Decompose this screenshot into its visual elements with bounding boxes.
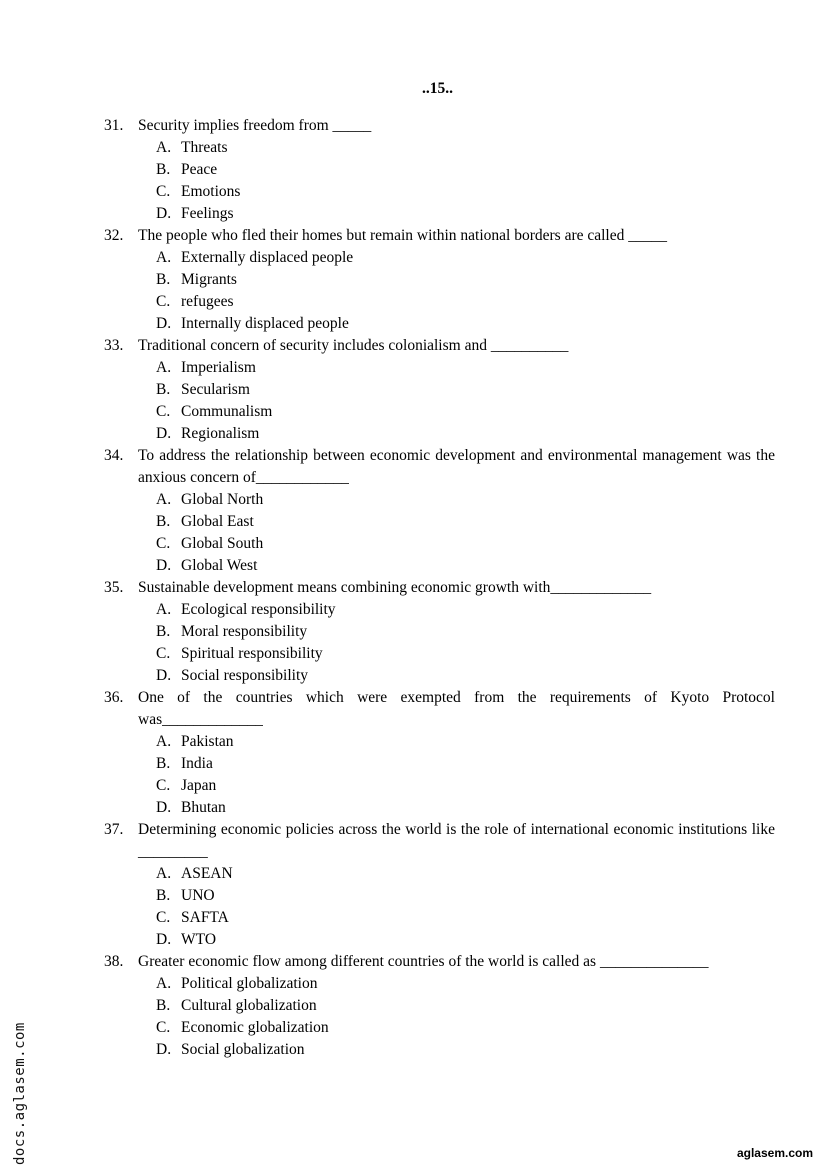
- answer-option: [104, 423, 775, 445]
- option-label: D.: [156, 931, 172, 948]
- option-text: Moral responsibility: [181, 623, 308, 640]
- option-text: Regionalism: [181, 425, 260, 442]
- option-label: A.: [156, 865, 172, 882]
- option-label: C.: [156, 909, 171, 926]
- question-row: [104, 687, 775, 731]
- question-number: 37.: [104, 821, 124, 838]
- question-text: Security implies freedom from _____: [138, 117, 372, 134]
- option-text: Ecological responsibility: [181, 601, 336, 618]
- question-block: [104, 951, 775, 1061]
- option-text: Threats: [181, 139, 228, 156]
- question-text: One of the countries which were exempted from the requirements of Kyoto Protocol was_____________: [138, 689, 775, 728]
- question-number: 35.: [104, 579, 124, 596]
- option-text: Cultural globalization: [181, 997, 317, 1014]
- option-label: B.: [156, 381, 171, 398]
- option-text: Spiritual responsibility: [181, 645, 323, 662]
- option-label: A.: [156, 733, 172, 750]
- question-text: Traditional concern of security includes colonialism and __________: [138, 337, 569, 354]
- question-number: 31.: [104, 117, 124, 134]
- option-text: refugees: [181, 293, 234, 310]
- page-number: ..15..: [422, 80, 453, 97]
- option-label: D.: [156, 425, 172, 442]
- option-text: WTO: [181, 931, 217, 948]
- answer-option: [104, 1039, 775, 1061]
- option-text: Internally displaced people: [181, 315, 349, 332]
- option-text: Externally displaced people: [181, 249, 354, 266]
- option-label: A.: [156, 601, 172, 618]
- option-text: Pakistan: [181, 733, 234, 750]
- question-row: [104, 819, 775, 863]
- answer-option: [104, 533, 775, 555]
- question-row: [104, 115, 775, 137]
- answer-option: [104, 511, 775, 533]
- question-block: [104, 577, 775, 687]
- option-label: B.: [156, 887, 171, 904]
- option-label: A.: [156, 249, 172, 266]
- answer-option: [104, 1017, 775, 1039]
- answer-option: [104, 797, 775, 819]
- option-text: Peace: [181, 161, 218, 178]
- option-text: Emotions: [181, 183, 241, 200]
- question-block: [104, 819, 775, 951]
- answer-option: [104, 863, 775, 885]
- option-label: D.: [156, 1041, 172, 1058]
- answer-option: [104, 907, 775, 929]
- question-text: Determining economic policies across the world is the role of international economic institutions like _________: [138, 821, 775, 860]
- option-text: Global East: [181, 513, 254, 530]
- option-label: B.: [156, 997, 171, 1014]
- question-row: [104, 951, 775, 973]
- option-label: B.: [156, 755, 171, 772]
- question-row: [104, 335, 775, 357]
- option-text: Global North: [181, 491, 264, 508]
- option-label: C.: [156, 645, 171, 662]
- option-text: Migrants: [181, 271, 237, 288]
- answer-option: [104, 313, 775, 335]
- answer-option: [104, 665, 775, 687]
- option-label: C.: [156, 183, 171, 200]
- question-text: The people who fled their homes but remain within national borders are called _____: [138, 227, 667, 244]
- question-number: 36.: [104, 689, 124, 706]
- question-block: [104, 687, 775, 819]
- answer-option: [104, 885, 775, 907]
- option-label: B.: [156, 271, 171, 288]
- answer-option: [104, 753, 775, 775]
- option-label: C.: [156, 1019, 171, 1036]
- option-text: Global South: [181, 535, 264, 552]
- answer-option: [104, 599, 775, 621]
- answer-option: [104, 247, 775, 269]
- option-text: Japan: [181, 777, 217, 794]
- option-text: Bhutan: [181, 799, 226, 816]
- answer-option: [104, 181, 775, 203]
- question-block: [104, 445, 775, 577]
- question-block: [104, 115, 775, 225]
- answer-option: [104, 357, 775, 379]
- option-label: C.: [156, 777, 171, 794]
- question-text: To address the relationship between economic development and environmental management was the anxious concern of____________: [138, 447, 775, 486]
- answer-option: [104, 291, 775, 313]
- option-text: SAFTA: [181, 909, 229, 926]
- question-list: [104, 115, 775, 1061]
- answer-option: [104, 929, 775, 951]
- answer-option: [104, 203, 775, 225]
- option-text: Secularism: [181, 381, 250, 398]
- option-text: ASEAN: [181, 865, 233, 882]
- option-label: D.: [156, 205, 172, 222]
- option-text: Global West: [181, 557, 258, 574]
- answer-option: [104, 621, 775, 643]
- option-text: India: [181, 755, 213, 772]
- answer-option: [104, 995, 775, 1017]
- answer-option: [104, 489, 775, 511]
- answer-option: [104, 159, 775, 181]
- answer-option: [104, 379, 775, 401]
- option-label: B.: [156, 513, 171, 530]
- question-row: [104, 577, 775, 599]
- question-block: [104, 335, 775, 445]
- answer-option: [104, 555, 775, 577]
- question-number: 32.: [104, 227, 124, 244]
- option-text: Social responsibility: [181, 667, 309, 684]
- option-label: B.: [156, 161, 171, 178]
- answer-option: [104, 401, 775, 423]
- option-label: D.: [156, 315, 172, 332]
- question-text: Sustainable development means combining economic growth with_____________: [138, 579, 652, 596]
- question-text: Greater economic flow among different countries of the world is called as ______________: [138, 953, 709, 970]
- answer-option: [104, 973, 775, 995]
- option-label: D.: [156, 557, 172, 574]
- option-label: D.: [156, 667, 172, 684]
- question-number: 34.: [104, 447, 124, 464]
- option-label: B.: [156, 623, 171, 640]
- option-label: A.: [156, 975, 172, 992]
- option-text: Feelings: [181, 205, 234, 222]
- option-text: Political globalization: [181, 975, 318, 992]
- question-row: [104, 445, 775, 489]
- footer-brand: aglasem.com: [736, 1146, 813, 1160]
- question-number: 33.: [104, 337, 124, 354]
- option-label: C.: [156, 293, 171, 310]
- question-row: [104, 225, 775, 247]
- side-watermark: docs.aglasem.com: [12, 1022, 28, 1165]
- question-block: [104, 225, 775, 335]
- option-label: C.: [156, 535, 171, 552]
- answer-option: [104, 731, 775, 753]
- option-text: Communalism: [181, 403, 273, 420]
- answer-option: [104, 137, 775, 159]
- option-text: Economic globalization: [181, 1019, 329, 1036]
- option-label: A.: [156, 139, 172, 156]
- option-text: UNO: [181, 887, 215, 904]
- answer-option: [104, 775, 775, 797]
- option-text: Social globalization: [181, 1041, 305, 1058]
- option-text: Imperialism: [181, 359, 256, 376]
- option-label: C.: [156, 403, 171, 420]
- option-label: A.: [156, 359, 172, 376]
- answer-option: [104, 643, 775, 665]
- option-label: D.: [156, 799, 172, 816]
- answer-option: [104, 269, 775, 291]
- question-number: 38.: [104, 953, 124, 970]
- option-label: A.: [156, 491, 172, 508]
